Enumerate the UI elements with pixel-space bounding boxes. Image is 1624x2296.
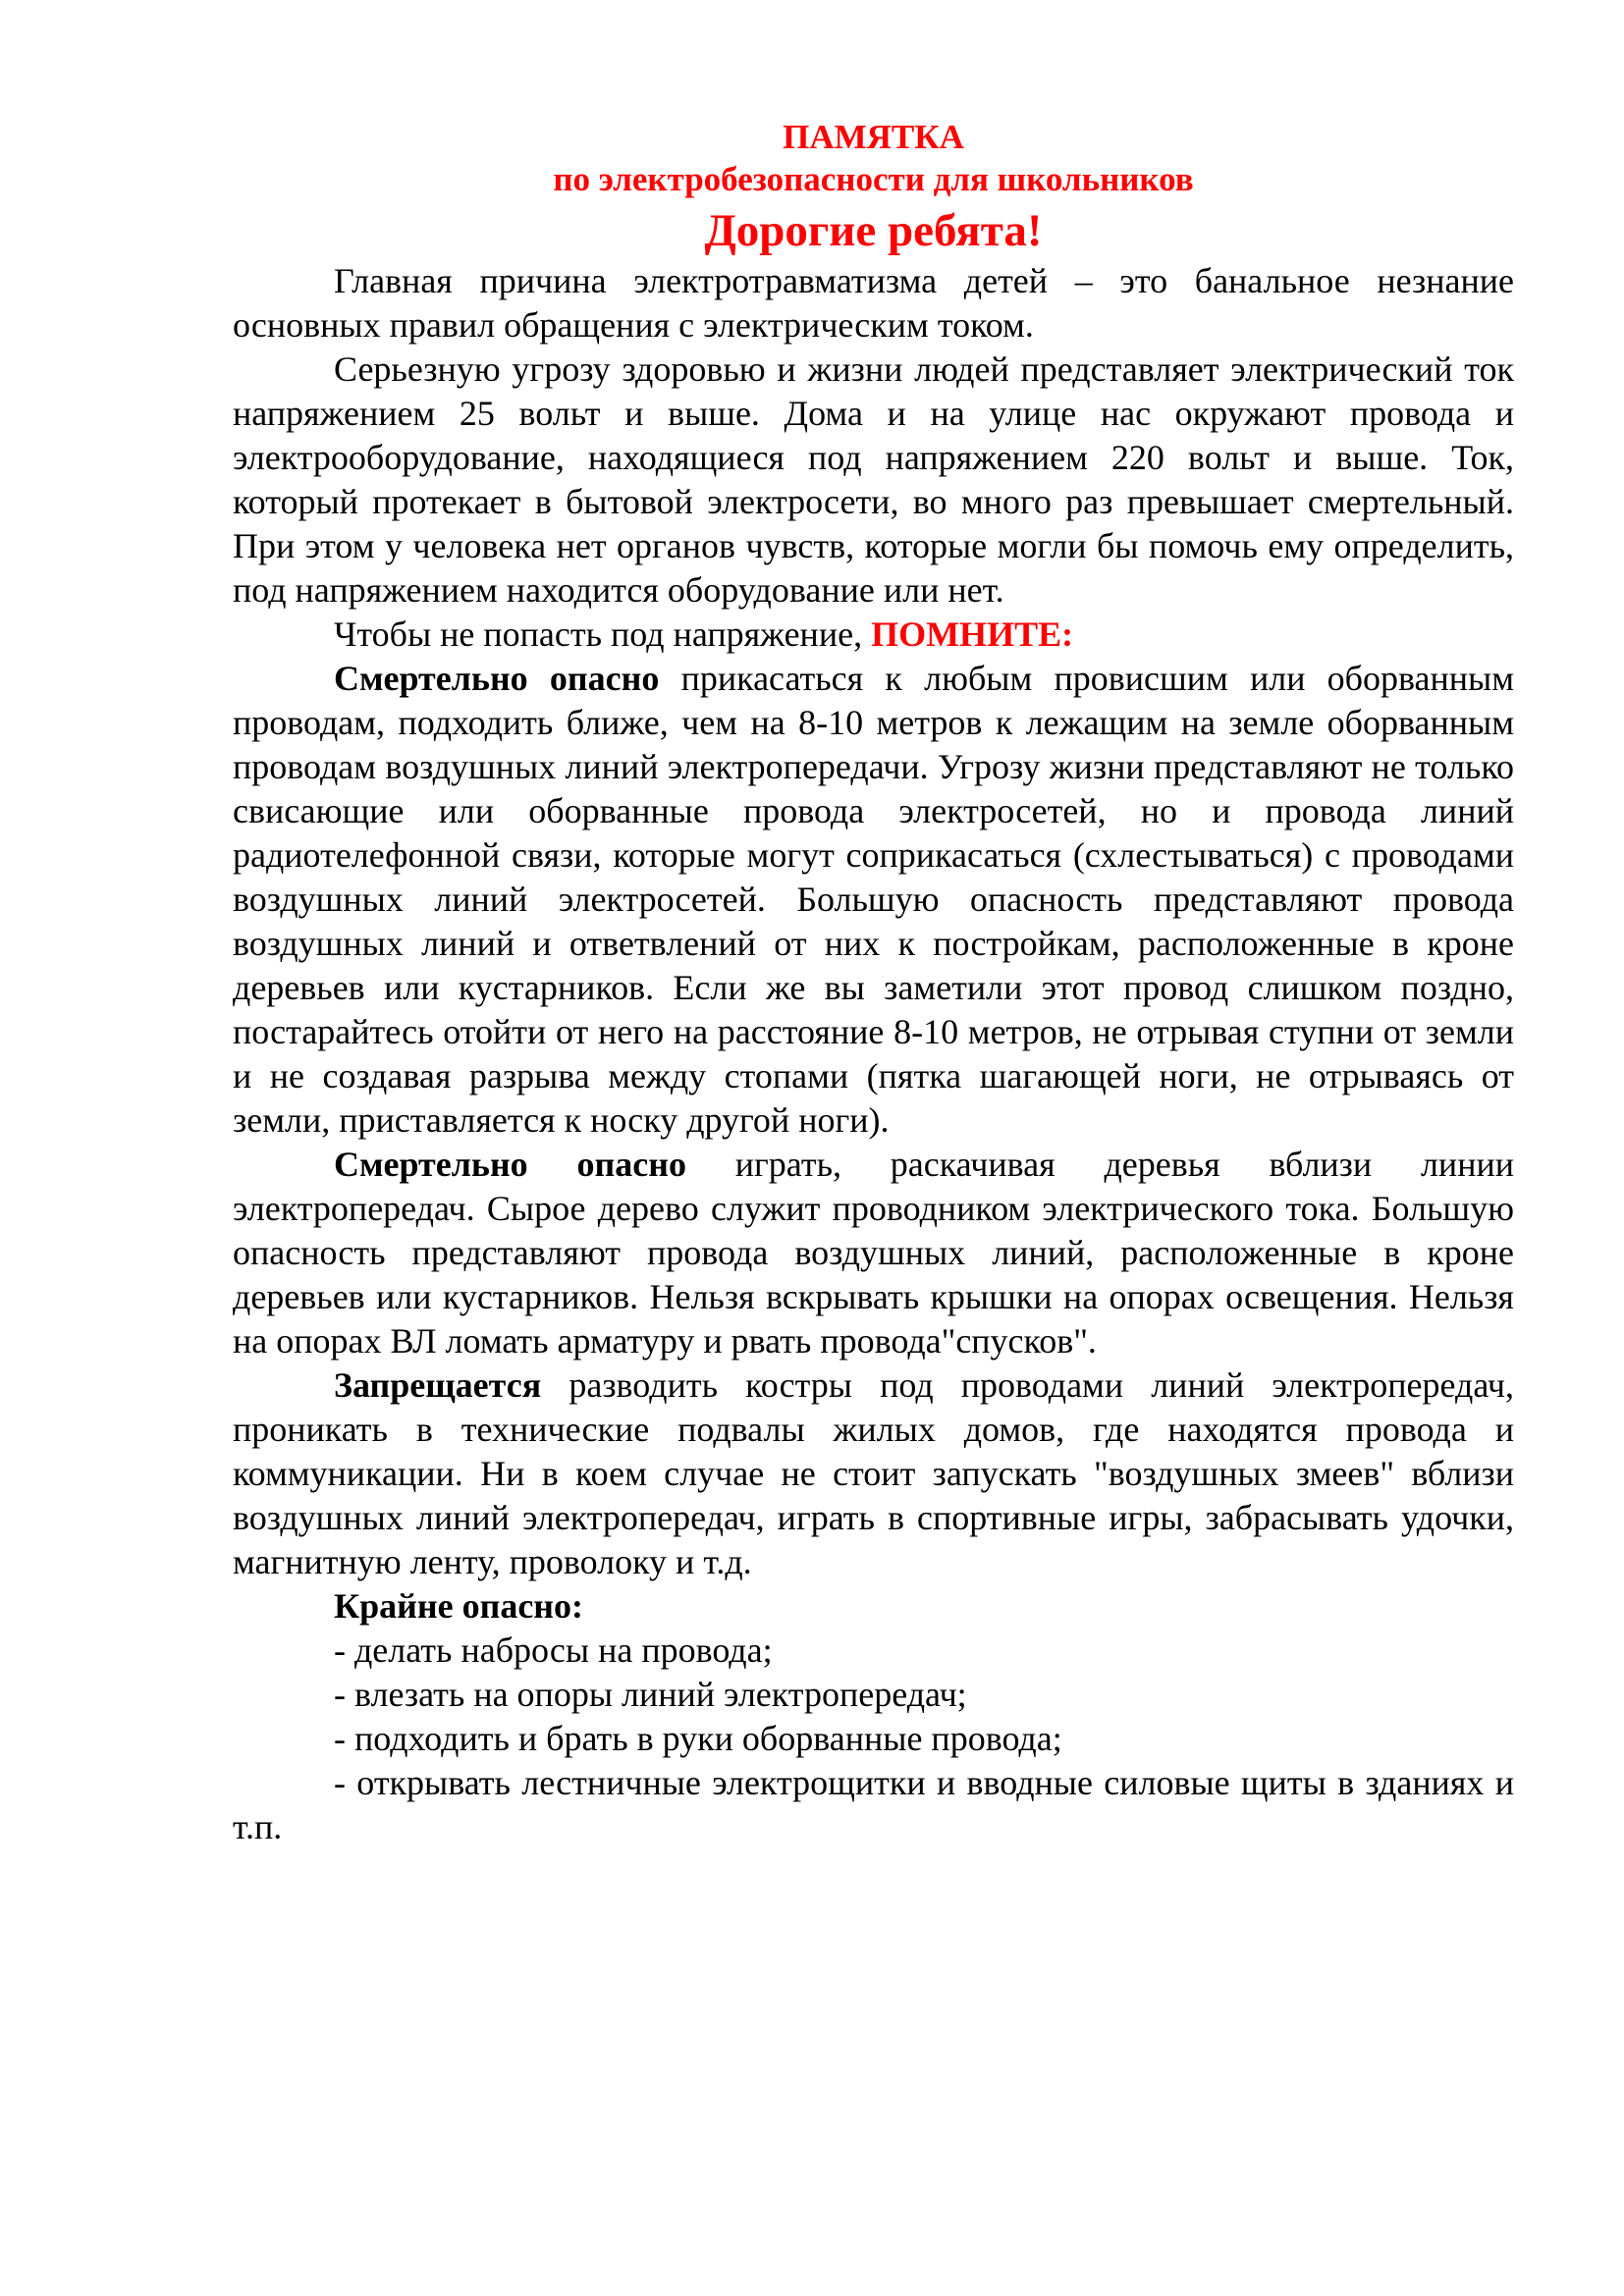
paragraph-danger-voltage: Серьезную угрозу здоровью и жизни людей представляет электрический ток напряжением 25 вольт и выше. Дома и на улице нас окружают провода и электрооборудование, находящиеся под напряжением 220 вольт и выше. Ток, который протекает в бытовой электросети, во много раз превышает смертельный. При этом у человека нет органов чувств, которые могли бы помочь ему определить, под напряжением находится оборудование или нет.: [233, 349, 1514, 610]
document-title: ПАМЯТКА: [783, 118, 964, 156]
document-subtitle: по электробезопасности для школьников: [553, 160, 1194, 198]
remember-emphasis: ПОМНИТЕ:: [871, 614, 1074, 654]
paragraph-forbidden: [233, 1363, 1514, 1584]
document-page: [233, 116, 1514, 1849]
paragraph-remember: [233, 613, 1514, 657]
paragraph-wires: [233, 657, 1514, 1143]
list-item: - открывать лестничные электрощитки и вводные силовые щиты в зданиях и т.п.: [233, 1763, 1514, 1846]
forbidden-bold-lead: Запрещается: [334, 1365, 542, 1405]
list-item: - делать набросы на провода;: [334, 1630, 773, 1670]
forbidden-text: разводить костры под проводами линий электропередач, проникать в технические подвалы жилых домов, где находятся провода и коммуникации. Ни в коем случае не стоит запускать "воздушных змеев" вблизи воздушных линий электропередач, играть в спортивные игры, забрасывать удочки, магнитную ленту, проволоку и т.д.: [233, 1365, 1514, 1581]
wires-text: прикасаться к любым провисшим или оборванным проводам, подходить ближе, чем на 8-10 метров к лежащим на земле оборванным проводам воздушных линий электропередачи. Угрозу жизни представляют не только свисающие или оборванные провода электросетей, но и провода линий радиотелефонной связи, которые могут соприкасаться (схлестываться) с проводами воздушных линий электросетей. Большую опасность представляют провода воздушных линий и ответвлений от них к постройкам, расположенные в кроне деревьев или кустарников. Если же вы заметили этот провод слишком поздно, постарайтесь отойти от него на расстояние 8-10 метров, не отрывая ступни от земли и не создавая разрыва между стопами (пятка шагающей ноги, не отрываясь от земли, приставляется к носку другой ноги).: [233, 659, 1514, 1140]
wires-bold-lead: Смертельно опасно: [334, 659, 660, 698]
remember-text: Чтобы не попасть под напряжение,: [334, 614, 872, 654]
trees-bold-lead: Смертельно опасно: [334, 1145, 686, 1184]
list-item: - подходить и брать в руки оборванные провода;: [334, 1719, 1062, 1758]
list-item: - влезать на опоры линий электропередач;: [334, 1675, 967, 1714]
greeting-heading: Дорогие ребята!: [704, 205, 1043, 256]
trees-text: играть, раскачивая деревья вблизи линии электропередач. Сырое дерево служит проводником электрического тока. Большую опасность представляют провода воздушных линий, расположенные в кроне деревьев или кустарников. Нельзя вскрывать крышки на опорах освещения. Нельзя на опорах ВЛ ломать арматуру и рвать провода"спусков".: [233, 1145, 1514, 1361]
paragraph-trees: [233, 1143, 1514, 1363]
danger-list-heading: Крайне опасно:: [334, 1586, 584, 1626]
paragraph-intro: Главная причина электротравматизма детей – это банальное незнание основных правил обращения с электрическим током.: [233, 261, 1514, 345]
